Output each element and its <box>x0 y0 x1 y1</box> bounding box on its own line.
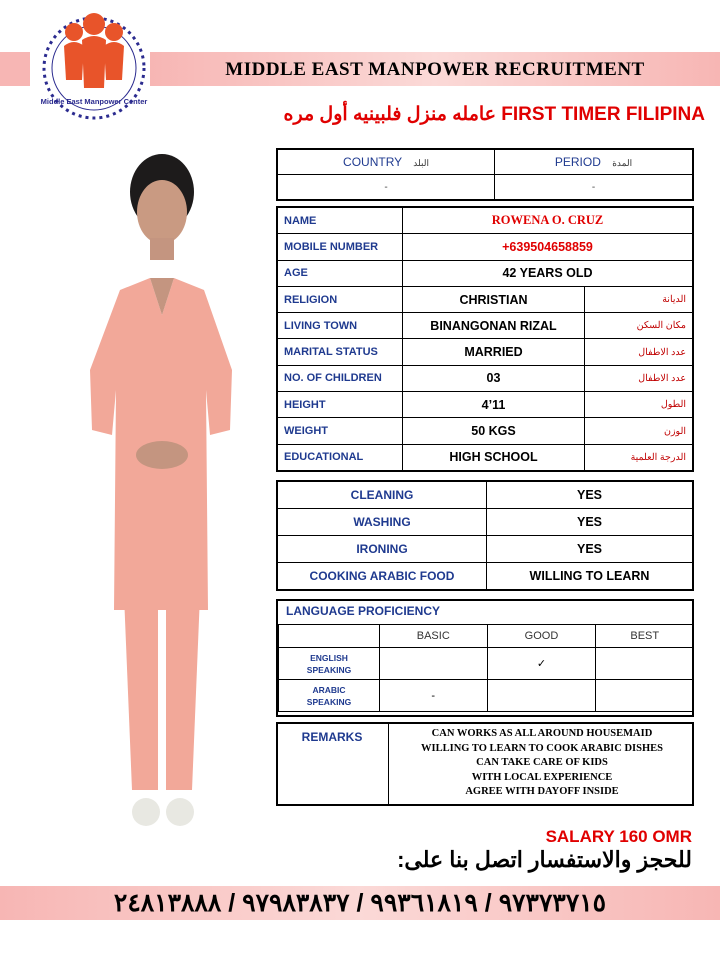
religion-label-ar: الديانة <box>585 286 694 312</box>
country-label: COUNTRY <box>343 155 402 169</box>
name-value: ROWENA O. CRUZ <box>403 207 694 234</box>
skill-label: IRONING <box>277 536 487 563</box>
language-corner <box>279 625 380 648</box>
remark-line: AGREE WITH DAYOFF INSIDE <box>465 786 619 797</box>
table-row <box>277 563 693 591</box>
language-header-row <box>279 625 694 648</box>
children-label: NO. OF CHILDREN <box>277 365 403 391</box>
education-label: EDUCATIONAL <box>277 444 403 471</box>
remark-line: CAN TAKE CARE OF KIDS <box>476 757 608 768</box>
arabic-line1: ARABIC <box>312 684 346 695</box>
table-row <box>277 286 693 312</box>
weight-label: WEIGHT <box>277 418 403 444</box>
age-label: AGE <box>277 260 403 286</box>
height-label: HEIGHT <box>277 392 403 418</box>
company-name: MIDDLE EAST MANPOWER RECRUITMENT <box>225 59 645 80</box>
english-line1: ENGLISH <box>310 652 348 663</box>
marital-label-ar: عدد الاطفال <box>585 339 694 365</box>
period-label: PERIOD <box>554 155 601 169</box>
phone-numbers[interactable]: ٩٧٣٧٣٧١٥ / ٩٩٣٦١٨١٩ / ٩٧٩٨٣٨٣٧ / ٢٤٨١٣٨٨٨ <box>113 889 607 917</box>
english-best <box>596 648 694 680</box>
name-label: NAME <box>277 207 403 234</box>
table-row <box>277 260 693 286</box>
table-row <box>279 648 694 680</box>
arabic-label <box>279 680 380 712</box>
personal-info-table <box>276 206 694 472</box>
age-value: 42 YEARS OLD <box>403 260 694 286</box>
country-period-table <box>276 148 694 201</box>
company-logo <box>26 6 162 120</box>
children-value: 03 <box>403 365 585 391</box>
table-row <box>277 392 693 418</box>
arabic-good <box>487 680 596 712</box>
children-label-ar: عدد الاطفال <box>585 365 694 391</box>
table-row <box>277 234 693 260</box>
skill-label: WASHING <box>277 509 487 536</box>
table-row <box>277 418 693 444</box>
arabic-best <box>596 680 694 712</box>
mobile-label: MOBILE NUMBER <box>277 234 403 260</box>
skills-table <box>276 480 694 591</box>
table-row <box>277 365 693 391</box>
table-row <box>277 509 693 536</box>
country-value: - <box>277 175 494 201</box>
town-label-ar: مكان السكن <box>585 313 694 339</box>
level-best: BEST <box>596 625 694 648</box>
level-basic: BASIC <box>380 625 488 648</box>
skill-label: COOKING ARABIC FOOD <box>277 563 487 591</box>
language-title: LANGUAGE PROFICIENCY <box>286 604 441 618</box>
religion-label: RELIGION <box>277 286 403 312</box>
table-row <box>277 444 693 471</box>
english-label <box>279 648 380 680</box>
marital-label: MARITAL STATUS <box>277 339 403 365</box>
remarks-text <box>392 727 692 800</box>
skill-value: WILLING TO LEARN <box>487 563 694 591</box>
table-row <box>277 313 693 339</box>
remark-line: WITH LOCAL EXPERIENCE <box>471 771 613 783</box>
education-label-ar: الدرجة العلمية <box>585 444 694 471</box>
religion-value: CHRISTIAN <box>403 286 585 312</box>
skill-value: YES <box>487 509 694 536</box>
english-basic <box>380 648 488 680</box>
language-table <box>278 624 694 712</box>
english-line2: SPEAKING <box>306 664 352 675</box>
contact-label: للحجز والاستفسار اتصل بنا على: <box>397 847 692 872</box>
remarks-divider <box>388 722 389 806</box>
marital-value: MARRIED <box>403 339 585 365</box>
education-value: HIGH SCHOOL <box>403 444 585 471</box>
level-good: GOOD <box>487 625 596 648</box>
remark-line: WILLING TO LEARN TO COOK ARABIC DISHES <box>421 742 663 754</box>
table-row <box>279 680 694 712</box>
table-row <box>277 481 693 509</box>
arabic-basic: - <box>380 680 488 712</box>
arabic-line2: SPEAKING <box>306 696 352 707</box>
period-label-ar: المدة <box>612 158 633 168</box>
period-value: - <box>494 175 693 201</box>
headline: عامله منزل فلبينيه أول مره FIRST TIMER FILIPINA <box>283 104 705 125</box>
candidate-photo <box>70 140 250 832</box>
mobile-value: +639504658859 <box>403 234 694 260</box>
height-label-ar: الطول <box>585 392 694 418</box>
period-header <box>494 149 693 175</box>
height-value: 4’11 <box>403 392 585 418</box>
salary: SALARY 160 OMR <box>545 827 692 846</box>
table-row <box>277 339 693 365</box>
skill-label: CLEANING <box>277 481 487 509</box>
remark-line: CAN WORKS AS ALL AROUND HOUSEMAID <box>431 728 653 739</box>
english-good-check-icon: ✓ <box>487 648 596 680</box>
remarks-label: REMARKS <box>301 730 363 744</box>
country-header <box>277 149 494 175</box>
weight-label-ar: الوزن <box>585 418 694 444</box>
skill-value: YES <box>487 536 694 563</box>
table-row <box>277 207 693 234</box>
skill-value: YES <box>487 481 694 509</box>
town-value: BINANGONAN RIZAL <box>403 313 585 339</box>
table-row <box>277 536 693 563</box>
weight-value: 50 KGS <box>403 418 585 444</box>
town-label: LIVING TOWN <box>277 313 403 339</box>
country-label-ar: البلد <box>413 158 429 168</box>
logo-text: Middle East Manpower Center <box>40 97 148 106</box>
